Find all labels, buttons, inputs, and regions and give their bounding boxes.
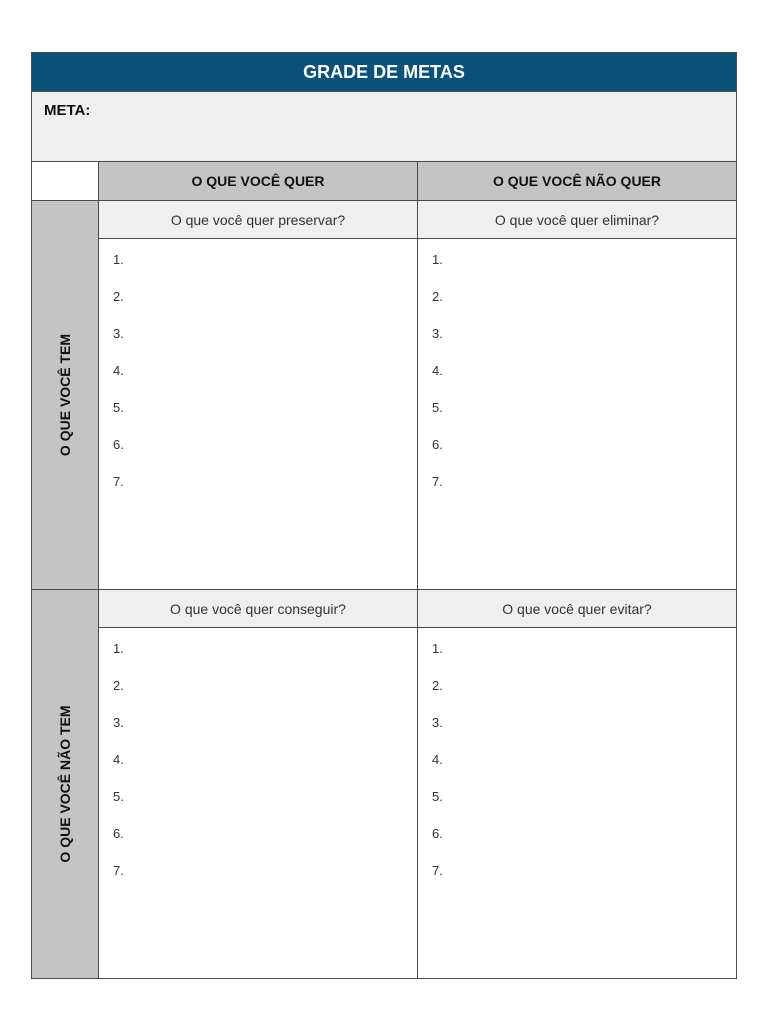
- list-item[interactable]: 1.: [113, 252, 124, 267]
- list-item[interactable]: 2.: [113, 289, 124, 304]
- cell-eliminate: [418, 201, 736, 590]
- cell-preserve: [99, 201, 418, 590]
- list-item[interactable]: 1.: [432, 252, 443, 267]
- row-header-have: [32, 201, 99, 590]
- list-item[interactable]: 4.: [113, 752, 124, 767]
- item-list: [99, 628, 417, 900]
- cell-question: O que você quer evitar?: [418, 590, 736, 628]
- row-header-dont-have: [32, 590, 99, 978]
- list-item[interactable]: 7.: [113, 474, 124, 489]
- list-item[interactable]: 5.: [432, 400, 443, 415]
- cell-achieve: [99, 590, 418, 978]
- list-item[interactable]: 3.: [113, 326, 124, 341]
- list-item[interactable]: 5.: [113, 789, 124, 804]
- list-item[interactable]: 7.: [432, 863, 443, 878]
- list-item[interactable]: 2.: [432, 678, 443, 693]
- sheet-title: GRADE DE METAS: [32, 53, 736, 92]
- cell-question: O que você quer conseguir?: [99, 590, 417, 628]
- column-header-dont-want: O QUE VOCÊ NÃO QUER: [418, 162, 736, 201]
- row-header-dont-have-label: O QUE VOCÊ NÃO TEM: [57, 705, 73, 863]
- cell-question: O que você quer preservar?: [99, 201, 417, 239]
- list-item[interactable]: 6.: [113, 437, 124, 452]
- item-list: [99, 239, 417, 511]
- list-item[interactable]: 5.: [432, 789, 443, 804]
- list-item[interactable]: 3.: [113, 715, 124, 730]
- list-item[interactable]: 5.: [113, 400, 124, 415]
- item-list: [418, 628, 736, 900]
- list-item[interactable]: 2.: [432, 289, 443, 304]
- list-item[interactable]: 7.: [113, 863, 124, 878]
- list-item[interactable]: 6.: [432, 437, 443, 452]
- list-item[interactable]: 6.: [113, 826, 124, 841]
- list-item[interactable]: 2.: [113, 678, 124, 693]
- list-item[interactable]: 7.: [432, 474, 443, 489]
- list-item[interactable]: 1.: [432, 641, 443, 656]
- row-header-have-label: O QUE VOCÊ TEM: [57, 333, 73, 457]
- cell-question: O que você quer eliminar?: [418, 201, 736, 239]
- list-item[interactable]: 6.: [432, 826, 443, 841]
- header-corner: [32, 162, 99, 201]
- list-item[interactable]: 4.: [432, 752, 443, 767]
- cell-avoid: [418, 590, 736, 978]
- list-item[interactable]: 3.: [432, 715, 443, 730]
- list-item[interactable]: 4.: [113, 363, 124, 378]
- goal-grid-sheet: [31, 52, 737, 979]
- meta-label: META:: [44, 102, 91, 119]
- list-item[interactable]: 1.: [113, 641, 124, 656]
- list-item[interactable]: 3.: [432, 326, 443, 341]
- list-item[interactable]: 4.: [432, 363, 443, 378]
- meta-field[interactable]: [32, 92, 736, 162]
- column-header-want: O QUE VOCÊ QUER: [99, 162, 418, 201]
- item-list: [418, 239, 736, 511]
